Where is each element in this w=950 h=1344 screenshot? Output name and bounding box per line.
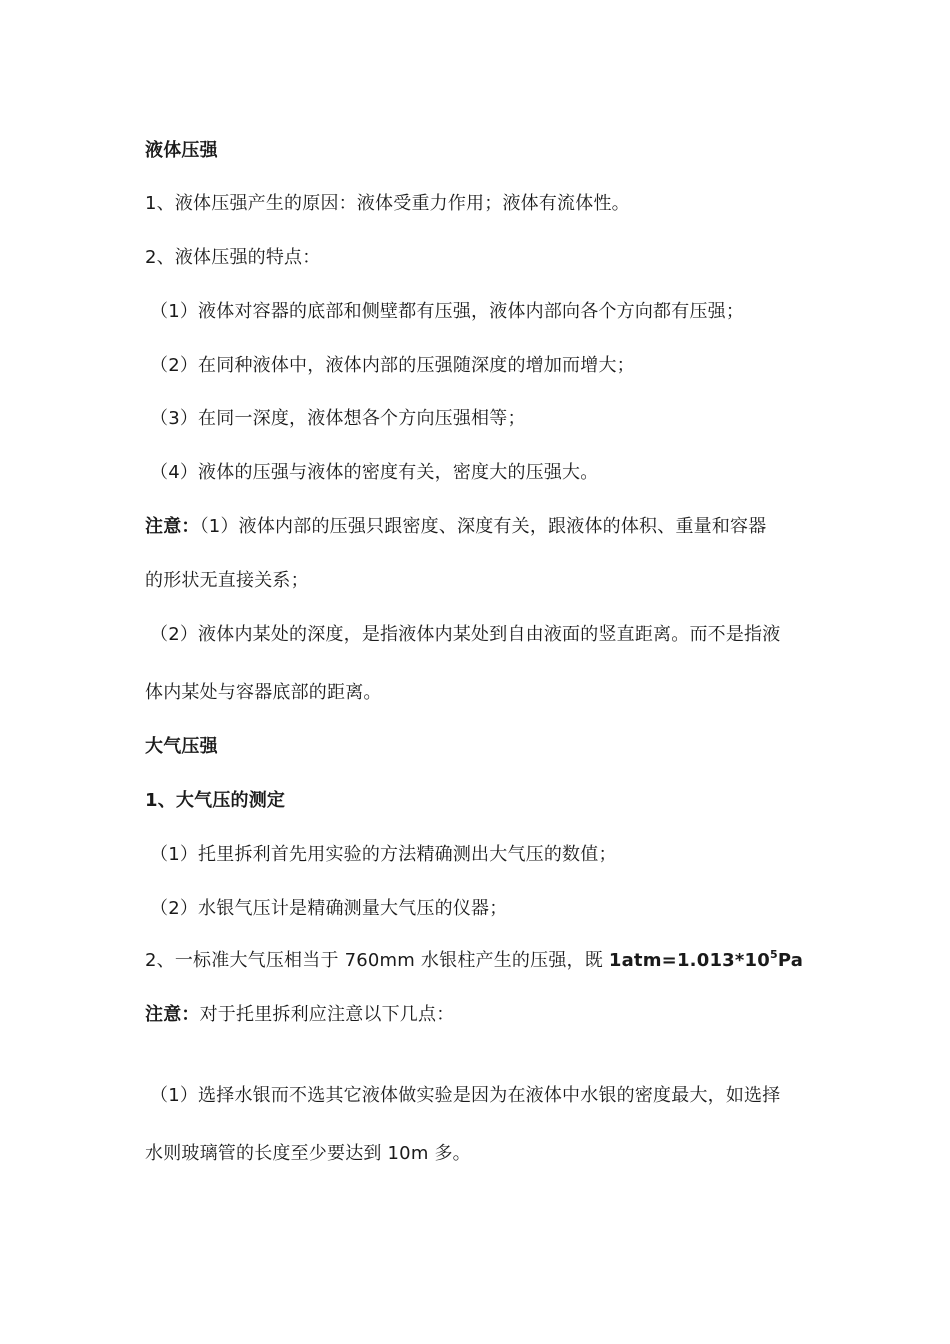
note-liquid-1-continued: 的形状无直接关系； — [145, 570, 309, 591]
list-item-liquid-feature-2: （2）在同种液体中，液体内部的压强随深度的增加而增大； — [150, 355, 635, 376]
list-item-atm-1: （1）托里拆利首先用实验的方法精确测出大气压的数值； — [150, 844, 617, 865]
standard-atm-text: 2、一标准大气压相当于 760mm 水银柱产生的压强，既 — [145, 950, 609, 971]
list-item-torricelli-1-continued: 水则玻璃管的长度至少要达到 10m 多。 — [145, 1143, 471, 1164]
note-liquid-2: （2）液体内某处的深度，是指液体内某处到自由液面的竖直距离。而不是指液 — [150, 624, 781, 645]
note-liquid-1 — [145, 514, 815, 540]
standard-atm-exponent: 5 — [769, 948, 778, 961]
note-label: 注意： — [145, 1004, 200, 1025]
note-text: 对于托里拆利应注意以下几点： — [199, 1004, 455, 1025]
paragraph-liquid-features: 2、液体压强的特点： — [145, 247, 321, 268]
paragraph-standard-atm — [145, 948, 815, 974]
standard-atm-unit: Pa — [777, 950, 804, 971]
list-item-liquid-feature-3: （3）在同一深度，液体想各个方向压强相等； — [150, 408, 526, 429]
note-torricelli — [145, 1002, 815, 1028]
note-label: 注意： — [145, 516, 200, 537]
list-item-atm-2: （2）水银气压计是精确测量大气压的仪器； — [150, 898, 508, 919]
section-title-atmospheric-pressure: 大气压强 — [145, 736, 218, 757]
note-text: （1）液体内部的压强只跟密度、深度有关，跟液体的体积、重量和容器 — [199, 516, 767, 537]
section-title-liquid-pressure: 液体压强 — [145, 140, 218, 161]
list-item-liquid-feature-1: （1）液体对容器的底部和侧壁都有压强，液体内部向各个方向都有压强； — [150, 301, 745, 322]
standard-atm-formula: 1atm=1.013*10 — [608, 950, 770, 971]
list-item-torricelli-1: （1）选择水银而不选其它液体做实验是因为在液体中水银的密度最大，如选择 — [150, 1085, 781, 1106]
subsection-atm-measurement: 1、大气压的测定 — [145, 790, 286, 811]
note-liquid-2-continued: 体内某处与容器底部的距离。 — [145, 682, 382, 703]
paragraph-liquid-cause: 1、液体压强产生的原因：液体受重力作用；液体有流体性。 — [145, 193, 630, 214]
list-item-liquid-feature-4: （4）液体的压强与液体的密度有关，密度大的压强大。 — [150, 462, 599, 483]
